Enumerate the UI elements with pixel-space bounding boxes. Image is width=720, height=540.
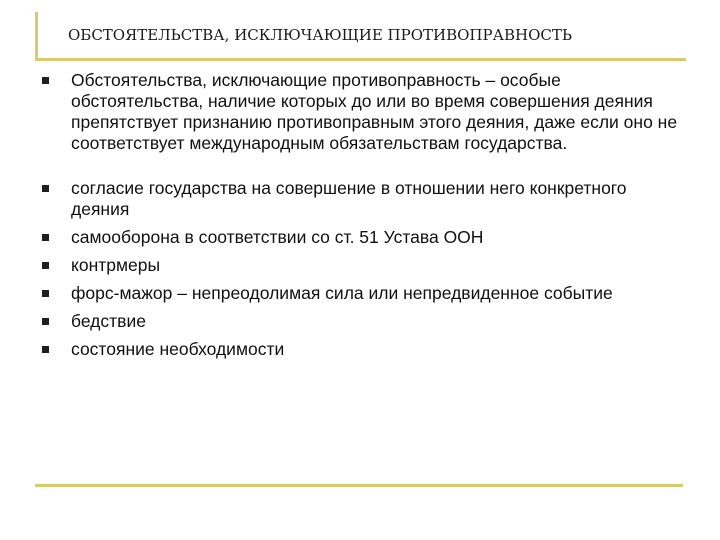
list-item-text: форс-мажор – непреодолимая сила или непредвиденное событие — [71, 283, 613, 303]
square-bullet-icon — [42, 346, 49, 353]
square-bullet-icon — [42, 185, 49, 192]
slide-title: ОБСТОЯТЕЛЬСТВА, ИСКЛЮЧАЮЩИЕ ПРОТИВОПРАВНОСТЬ — [68, 26, 572, 44]
list-item-necessity — [38, 339, 678, 360]
square-bullet-icon — [42, 77, 49, 84]
list-item-countermeasures — [38, 255, 678, 276]
list-item-consent — [38, 178, 678, 220]
square-bullet-icon — [42, 262, 49, 269]
slide-content — [38, 70, 678, 367]
square-bullet-icon — [42, 318, 49, 325]
definition-text: Обстоятельства, исключающие противоправность – особые обстоятельства, наличие которых до или во время совершения деяния препятствует признанию противоправным этого деяния, даже если оно не соответствует международным обязательствам государства. — [71, 70, 678, 153]
square-bullet-icon — [42, 290, 49, 297]
list-item-text: согласие государства на совершение в отношении него конкретного деяния — [71, 178, 627, 219]
list-item-text: самооборона в соответствии со ст. 51 Устава ООН — [71, 227, 484, 247]
bottom-divider — [35, 484, 683, 487]
definition-item — [38, 70, 678, 154]
list-item-distress — [38, 311, 678, 332]
square-bullet-icon — [42, 234, 49, 241]
list-item-text: бедствие — [71, 311, 146, 331]
title-frame — [35, 12, 686, 61]
list-item-force-majeure — [38, 283, 678, 304]
list-item-text: состояние необходимости — [71, 339, 285, 359]
list-item-self-defense — [38, 227, 678, 248]
list-item-text: контрмеры — [71, 255, 161, 275]
